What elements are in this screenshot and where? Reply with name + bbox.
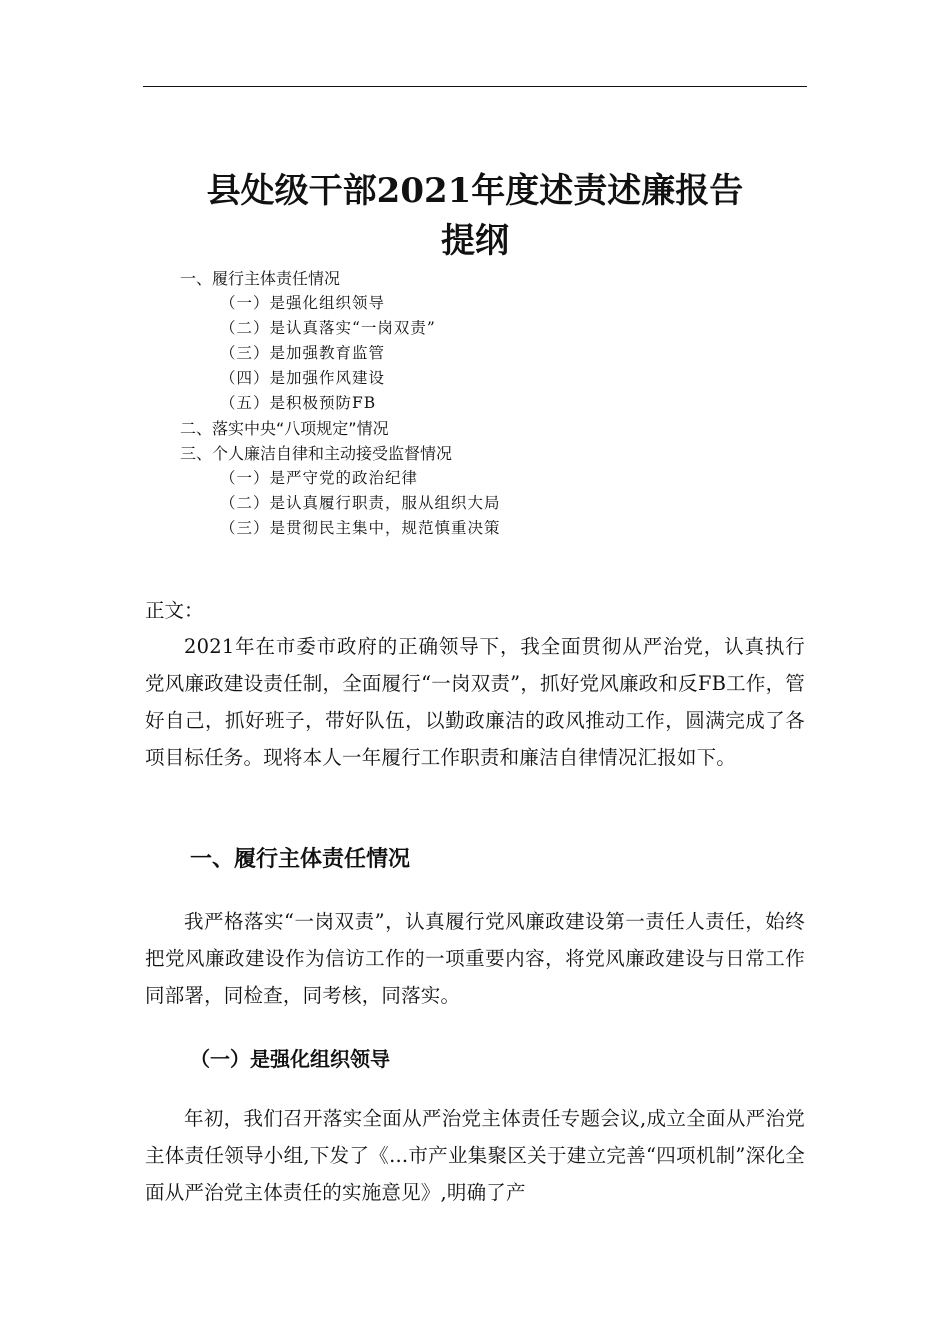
outline-subitem: （四）是加强作风建设: [220, 369, 386, 387]
section-paragraph: 我严格落实“一岗双责”，认真履行党风廉政建设第一责任人责任，始终把党风廉政建设作为信访工作的一项重要内容，将党风廉政建设与日常工作同部署，同检查，同考核，同落实。: [145, 910, 805, 1007]
outline-subitem: （三）是加强教育监管: [220, 344, 386, 362]
outline-item: 二、落实中央“八项规定”情况: [180, 419, 389, 438]
subsection-paragraph: 年初，我们召开落实全面从严治党主体责任专题会议,成立全面从严治党主体责任领导小组,下发了《...市产业集聚区关于建立完善“四项机制”深化全面从严治党主体责任的实施意见》,明确了产: [145, 1107, 805, 1204]
outline-subitem: （三）是贯彻民主集中，规范慎重决策: [220, 519, 501, 537]
subsection-heading: （一）是强化组织领导: [190, 1047, 390, 1071]
intro-paragraph: 2021年在市委市政府的正确领导下，我全面贯彻从严治党，认真执行党风廉政建设责任制，全面履行“一岗双责”，抓好党风廉政和反FB工作，管好自己，抓好班子，带好队伍，以勤政廉洁的政风推动工作，圆满完成了各项目标任务。现将本人一年履行工作职责和廉洁自律情况汇报如下。: [145, 635, 805, 769]
outline-subitem: （二）是认真履行职责，服从组织大局: [220, 494, 501, 512]
document-title-line2: 提纲: [441, 221, 509, 261]
outline-subitem: （一）是严守党的政治纪律: [220, 469, 419, 487]
outline-item: 一、履行主体责任情况: [180, 269, 341, 288]
outline-item: 三、个人廉洁自律和主动接受监督情况: [180, 444, 453, 463]
document-title: 县处级干部2021年度述责述廉报告: [206, 171, 744, 211]
section-heading: 一、履行主体责任情况: [190, 847, 411, 872]
outline-subitem: （五）是积极预防FB: [220, 394, 377, 412]
outline-subitem: （二）是认真落实“一岗双责”: [220, 319, 436, 337]
header-rule: [143, 86, 807, 87]
outline-list: [180, 266, 501, 541]
outline-subitem: （一）是强化组织领导: [220, 294, 386, 312]
body-label: 正文：: [145, 599, 204, 622]
